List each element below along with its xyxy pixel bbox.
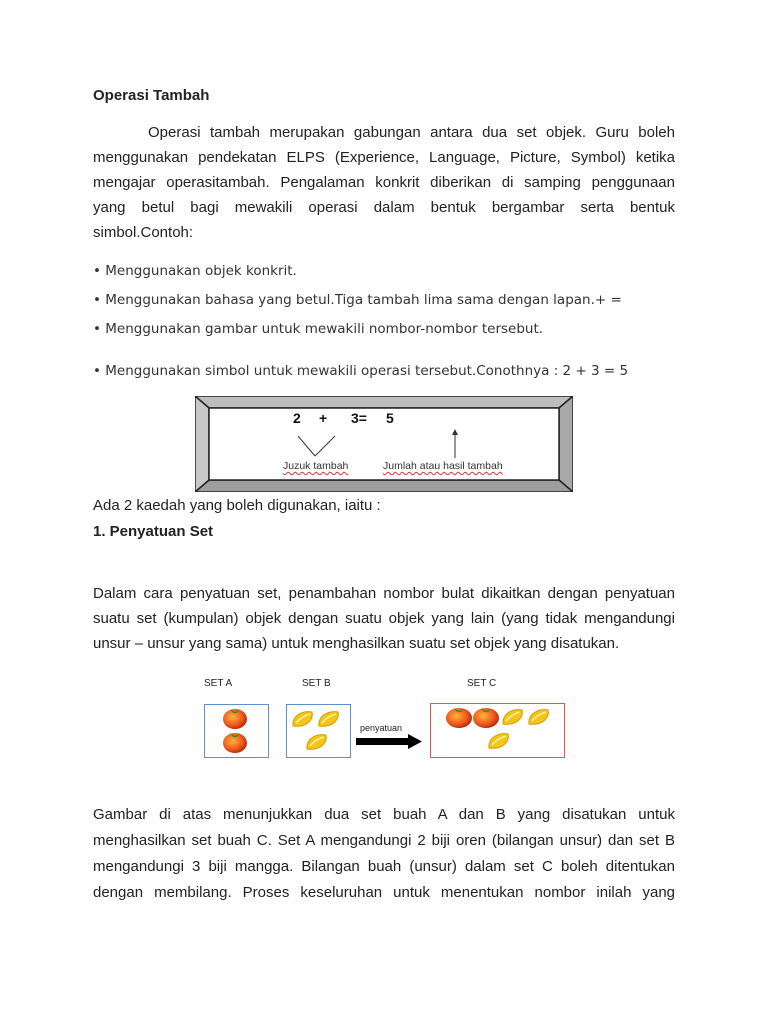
mango-icon <box>526 706 552 728</box>
mango-icon <box>486 730 512 752</box>
closing-line: menghasilkan set buah C. Set A mengandungi 2 biji oren (bilangan unsur) dan set B <box>93 832 675 849</box>
set-a-label: SET A <box>204 678 233 689</box>
set-c-label: SET C <box>467 678 497 689</box>
intro-line: yang betul bagi mewakili operasi dalam bentuk bergambar serta bentuk <box>93 199 675 216</box>
set-b-label: SET B <box>302 678 331 689</box>
orange-icon <box>472 705 500 729</box>
intro-line: Operasi tambah merupakan gabungan antara dua set objek. Guru boleh <box>148 124 675 141</box>
closing-line: dengan membilang. Proses keseluruhan untuk menentukan nombor inilah yang <box>93 884 675 901</box>
mango-icon <box>290 708 316 730</box>
page-title: Operasi Tambah <box>93 87 210 104</box>
equation-addend-b: 3= <box>351 410 367 426</box>
equation-result: 5 <box>386 410 394 426</box>
orange-icon <box>445 705 473 729</box>
closing-paragraph <box>93 802 675 906</box>
closing-line: mengandungi 3 biji mangga. Bilangan buah (unsur) dalam set C boleh ditentukan <box>93 858 675 875</box>
intro-line: menggunakan pendekatan ELPS (Experience, Language, Picture, Symbol) ketika <box>93 149 675 166</box>
method1-paragraph <box>93 581 675 656</box>
equation-frame <box>195 396 573 492</box>
bullet-item: • Menggunakan gambar untuk mewakili nombor-nombor tersebut. <box>93 321 544 337</box>
equation-addend-a: 2 <box>293 410 301 426</box>
closing-line: Gambar di atas menunjukkan dua set buah A dan B yang disatukan untuk <box>93 806 675 823</box>
method1-line: Dalam cara penyatuan set, penambahan nombor bulat dikaitkan dengan penyatuan <box>93 585 675 602</box>
mango-icon <box>500 706 526 728</box>
method1-line: unsur – unsur yang sama) untuk menghasilkan suatu set objek yang disatukan. <box>93 635 620 652</box>
label-addends: Juzuk tambah <box>283 460 349 472</box>
bullet-item: • Menggunakan bahasa yang betul.Tiga tambah lima sama dengan lapan.+ = <box>93 292 622 308</box>
method1-line: suatu set (kumpulan) objek dengan suatu objek yang lain (yang tidak mengandungi <box>93 610 675 627</box>
label-sum: Jumlah atau hasil tambah <box>383 460 503 472</box>
intro-line: mengajar operasitambah. Pengalaman konkrit diberikan di samping penggunaan <box>93 174 675 191</box>
mango-icon <box>304 731 330 753</box>
mango-icon <box>316 708 342 730</box>
intro-line: simbol.Contoh: <box>93 224 194 241</box>
union-arrow-label: penyatuan <box>360 723 403 733</box>
intro-paragraph <box>93 120 675 245</box>
section-heading-penyatuan-set: 1. Penyatuan Set <box>93 523 214 540</box>
bullet-item: • Menggunakan simbol untuk mewakili operasi tersebut.Conothnya : 2 + 3 = 5 <box>93 363 629 379</box>
methods-intro: Ada 2 kaedah yang boleh digunakan, iaitu : <box>93 497 381 514</box>
orange-icon <box>222 730 248 754</box>
orange-icon <box>222 706 248 730</box>
bullet-item: • Menggunakan objek konkrit. <box>93 263 297 279</box>
equation-plus: + <box>319 410 328 426</box>
union-arrow-icon <box>354 734 424 750</box>
